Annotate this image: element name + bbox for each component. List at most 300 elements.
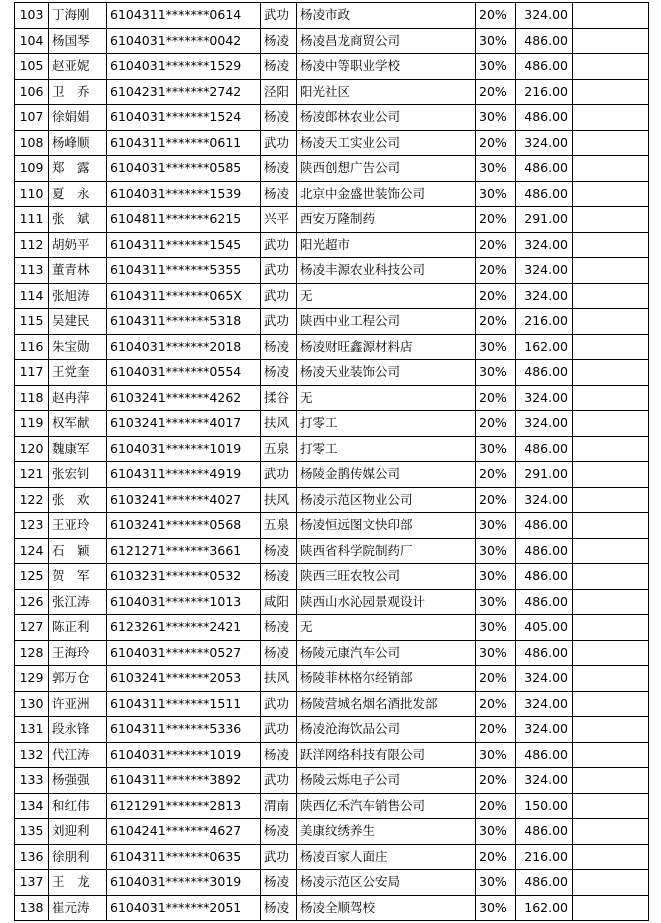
area-cell: 五泉 [261, 436, 297, 462]
employer-cell: 陕西创想广告公司 [297, 156, 476, 182]
amount-cell: 162.00 [516, 334, 573, 360]
table-row [15, 487, 649, 513]
amount-cell: 162.00 [516, 895, 573, 921]
ratio-cell: 20% [476, 309, 516, 335]
name-cell: 许亚洲 [49, 691, 107, 717]
area-cell: 渭南 [261, 793, 297, 819]
empty-cell [573, 742, 649, 768]
name-cell: 夏 永 [49, 181, 107, 207]
area-cell: 杨凌 [261, 181, 297, 207]
amount-cell: 324.00 [516, 691, 573, 717]
row-number-cell: 135 [15, 819, 49, 845]
id-number-cell: 6104031*******1529 [107, 54, 261, 80]
id-number-cell: 6103231*******0532 [107, 564, 261, 590]
employer-cell: 陕西亿禾汽车销售公司 [297, 793, 476, 819]
table-row [15, 768, 649, 794]
name-cell: 徐朋利 [49, 844, 107, 870]
id-number-cell: 6104311*******3892 [107, 768, 261, 794]
amount-cell: 291.00 [516, 462, 573, 488]
name-cell: 朱宝勋 [49, 334, 107, 360]
name-cell: 丁海刚 [49, 3, 107, 29]
employer-cell: 西安万隆制药 [297, 207, 476, 233]
id-number-cell: 6104311*******5355 [107, 258, 261, 284]
row-number-cell: 137 [15, 870, 49, 896]
area-cell: 武功 [261, 3, 297, 29]
id-number-cell: 6104231*******2742 [107, 79, 261, 105]
amount-cell: 486.00 [516, 742, 573, 768]
table-row [15, 717, 649, 743]
area-cell: 扶风 [261, 666, 297, 692]
employer-cell: 阳光社区 [297, 79, 476, 105]
name-cell: 段永锋 [49, 717, 107, 743]
name-cell: 陈正利 [49, 615, 107, 641]
ratio-cell: 30% [476, 870, 516, 896]
name-cell: 吴建民 [49, 309, 107, 335]
empty-cell [573, 207, 649, 233]
empty-cell [573, 487, 649, 513]
amount-cell: 486.00 [516, 156, 573, 182]
table-row [15, 105, 649, 131]
ratio-cell: 20% [476, 283, 516, 309]
area-cell: 杨凌 [261, 870, 297, 896]
table-row [15, 156, 649, 182]
employer-cell: 杨凌昌龙商贸公司 [297, 28, 476, 54]
empty-cell [573, 615, 649, 641]
area-cell: 杨凌 [261, 360, 297, 386]
empty-cell [573, 130, 649, 156]
name-cell: 郭万仓 [49, 666, 107, 692]
name-cell: 崔元涛 [49, 895, 107, 921]
name-cell: 权军献 [49, 411, 107, 437]
empty-cell [573, 462, 649, 488]
table-row [15, 640, 649, 666]
empty-cell [573, 793, 649, 819]
table-row [15, 513, 649, 539]
employer-cell: 打零工 [297, 411, 476, 437]
amount-cell: 486.00 [516, 54, 573, 80]
empty-cell [573, 768, 649, 794]
empty-cell [573, 28, 649, 54]
amount-cell: 486.00 [516, 181, 573, 207]
table-row [15, 615, 649, 641]
ratio-cell: 30% [476, 28, 516, 54]
area-cell: 杨凌 [261, 742, 297, 768]
employer-cell: 杨凌丰源农业科技公司 [297, 258, 476, 284]
table-row [15, 564, 649, 590]
ratio-cell: 20% [476, 844, 516, 870]
id-number-cell: 6104031*******2051 [107, 895, 261, 921]
row-number-cell: 123 [15, 513, 49, 539]
id-number-cell: 6104311*******0635 [107, 844, 261, 870]
employer-cell: 杨凌郎林农业公司 [297, 105, 476, 131]
name-cell: 董青林 [49, 258, 107, 284]
id-number-cell: 6123261*******2421 [107, 615, 261, 641]
area-cell: 武功 [261, 258, 297, 284]
area-cell: 杨凌 [261, 54, 297, 80]
id-number-cell: 6104311*******1545 [107, 232, 261, 258]
id-number-cell: 6104311*******5318 [107, 309, 261, 335]
area-cell: 杨凌 [261, 819, 297, 845]
amount-cell: 486.00 [516, 105, 573, 131]
row-number-cell: 119 [15, 411, 49, 437]
row-number-cell: 116 [15, 334, 49, 360]
name-cell: 王 龙 [49, 870, 107, 896]
id-number-cell: 6103241*******2053 [107, 666, 261, 692]
row-number-cell: 122 [15, 487, 49, 513]
empty-cell [573, 538, 649, 564]
table-row [15, 309, 649, 335]
area-cell: 扶风 [261, 487, 297, 513]
ratio-cell: 30% [476, 564, 516, 590]
row-number-cell: 112 [15, 232, 49, 258]
ratio-cell: 30% [476, 819, 516, 845]
table-row [15, 360, 649, 386]
empty-cell [573, 564, 649, 590]
table-row [15, 258, 649, 284]
empty-cell [573, 844, 649, 870]
employer-cell: 杨凌中等职业学校 [297, 54, 476, 80]
name-cell: 刘迎利 [49, 819, 107, 845]
empty-cell [573, 232, 649, 258]
table-row [15, 79, 649, 105]
empty-cell [573, 411, 649, 437]
empty-cell [573, 513, 649, 539]
area-cell: 杨凌 [261, 538, 297, 564]
area-cell: 杨凌 [261, 615, 297, 641]
employer-cell: 杨陵元康汽车公司 [297, 640, 476, 666]
ratio-cell: 20% [476, 3, 516, 29]
table-row [15, 207, 649, 233]
area-cell: 武功 [261, 283, 297, 309]
amount-cell: 216.00 [516, 79, 573, 105]
employer-cell: 陕西山水沁园景观设计 [297, 589, 476, 615]
name-cell: 卫 乔 [49, 79, 107, 105]
ratio-cell: 20% [476, 232, 516, 258]
table-row [15, 666, 649, 692]
name-cell: 代江涛 [49, 742, 107, 768]
ratio-cell: 20% [476, 462, 516, 488]
name-cell: 王亚玲 [49, 513, 107, 539]
id-number-cell: 6104311*******0611 [107, 130, 261, 156]
amount-cell: 324.00 [516, 768, 573, 794]
area-cell: 兴平 [261, 207, 297, 233]
empty-cell [573, 717, 649, 743]
row-number-cell: 121 [15, 462, 49, 488]
amount-cell: 324.00 [516, 283, 573, 309]
name-cell: 赵亚妮 [49, 54, 107, 80]
employer-cell: 杨凌市政 [297, 3, 476, 29]
row-number-cell: 105 [15, 54, 49, 80]
employer-cell: 杨凌示范区物业公司 [297, 487, 476, 513]
table-row [15, 819, 649, 845]
table-row [15, 538, 649, 564]
amount-cell: 486.00 [516, 640, 573, 666]
ratio-cell: 30% [476, 640, 516, 666]
row-number-cell: 130 [15, 691, 49, 717]
empty-cell [573, 283, 649, 309]
row-number-cell: 127 [15, 615, 49, 641]
ratio-cell: 20% [476, 717, 516, 743]
empty-cell [573, 79, 649, 105]
amount-cell: 486.00 [516, 819, 573, 845]
row-number-cell: 111 [15, 207, 49, 233]
ratio-cell: 20% [476, 793, 516, 819]
empty-cell [573, 334, 649, 360]
area-cell: 杨凌 [261, 895, 297, 921]
area-cell: 杨凌 [261, 564, 297, 590]
table-row [15, 3, 649, 29]
id-number-cell: 6103241*******4262 [107, 385, 261, 411]
table-row [15, 54, 649, 80]
row-number-cell: 128 [15, 640, 49, 666]
name-cell: 徐娟娟 [49, 105, 107, 131]
id-number-cell: 6104811*******6215 [107, 207, 261, 233]
id-number-cell: 6103241*******4027 [107, 487, 261, 513]
row-number-cell: 114 [15, 283, 49, 309]
id-number-cell: 6104311*******4919 [107, 462, 261, 488]
row-number-cell: 131 [15, 717, 49, 743]
amount-cell: 324.00 [516, 258, 573, 284]
empty-cell [573, 436, 649, 462]
row-number-cell: 124 [15, 538, 49, 564]
employer-cell: 杨陵云烁电子公司 [297, 768, 476, 794]
table-row [15, 283, 649, 309]
name-cell: 张江涛 [49, 589, 107, 615]
employer-cell: 陕西省科学院制药厂 [297, 538, 476, 564]
name-cell: 和红伟 [49, 793, 107, 819]
area-cell: 揉谷 [261, 385, 297, 411]
employer-cell: 杨凌财旺鑫源材料店 [297, 334, 476, 360]
employer-cell: 杨凌示范区公安局 [297, 870, 476, 896]
table-row [15, 870, 649, 896]
name-cell: 杨强强 [49, 768, 107, 794]
ratio-cell: 30% [476, 513, 516, 539]
table-row [15, 334, 649, 360]
area-cell: 杨凌 [261, 156, 297, 182]
name-cell: 王党奎 [49, 360, 107, 386]
ratio-cell: 30% [476, 334, 516, 360]
ratio-cell: 30% [476, 156, 516, 182]
name-cell: 贺 军 [49, 564, 107, 590]
amount-cell: 486.00 [516, 436, 573, 462]
table-row [15, 793, 649, 819]
table-row [15, 895, 649, 921]
empty-cell [573, 258, 649, 284]
table-row [15, 385, 649, 411]
amount-cell: 486.00 [516, 538, 573, 564]
row-number-cell: 109 [15, 156, 49, 182]
table-row [15, 589, 649, 615]
amount-cell: 324.00 [516, 385, 573, 411]
ratio-cell: 30% [476, 895, 516, 921]
area-cell: 武功 [261, 717, 297, 743]
empty-cell [573, 640, 649, 666]
ratio-cell: 30% [476, 181, 516, 207]
name-cell: 杨国琴 [49, 28, 107, 54]
ratio-cell: 30% [476, 615, 516, 641]
empty-cell [573, 895, 649, 921]
table-row [15, 411, 649, 437]
empty-cell [573, 54, 649, 80]
table-row [15, 436, 649, 462]
employer-cell: 北京中金盛世装饰公司 [297, 181, 476, 207]
name-cell: 王海玲 [49, 640, 107, 666]
id-number-cell: 6104031*******0585 [107, 156, 261, 182]
table-row [15, 844, 649, 870]
table-row [15, 742, 649, 768]
ratio-cell: 20% [476, 691, 516, 717]
employer-cell: 阳光超市 [297, 232, 476, 258]
id-number-cell: 6103241*******0568 [107, 513, 261, 539]
employer-cell: 跃洋网络科技有限公司 [297, 742, 476, 768]
area-cell: 杨凌 [261, 28, 297, 54]
empty-cell [573, 105, 649, 131]
empty-cell [573, 309, 649, 335]
ratio-cell: 20% [476, 130, 516, 156]
ratio-cell: 30% [476, 360, 516, 386]
employer-cell: 杨陵菲林格尔经销部 [297, 666, 476, 692]
employer-cell: 杨陵金鹊传媒公司 [297, 462, 476, 488]
id-number-cell: 6104031*******1539 [107, 181, 261, 207]
employer-cell: 陕西三旺农牧公司 [297, 564, 476, 590]
area-cell: 杨凌 [261, 105, 297, 131]
id-number-cell: 6104311*******065X [107, 283, 261, 309]
table-row [15, 232, 649, 258]
amount-cell: 486.00 [516, 589, 573, 615]
amount-cell: 324.00 [516, 130, 573, 156]
ratio-cell: 30% [476, 742, 516, 768]
row-number-cell: 132 [15, 742, 49, 768]
area-cell: 泾阳 [261, 79, 297, 105]
ratio-cell: 20% [476, 768, 516, 794]
id-number-cell: 6104031*******1524 [107, 105, 261, 131]
area-cell: 武功 [261, 309, 297, 335]
row-number-cell: 118 [15, 385, 49, 411]
amount-cell: 216.00 [516, 844, 573, 870]
id-number-cell: 6121271*******3661 [107, 538, 261, 564]
id-number-cell: 6104311*******1511 [107, 691, 261, 717]
id-number-cell: 6104241*******4627 [107, 819, 261, 845]
area-cell: 武功 [261, 232, 297, 258]
row-number-cell: 125 [15, 564, 49, 590]
row-number-cell: 120 [15, 436, 49, 462]
name-cell: 杨峰顺 [49, 130, 107, 156]
empty-cell [573, 870, 649, 896]
empty-cell [573, 819, 649, 845]
ratio-cell: 30% [476, 538, 516, 564]
id-number-cell: 6104031*******0527 [107, 640, 261, 666]
table-row [15, 181, 649, 207]
employer-cell: 无 [297, 385, 476, 411]
table-row [15, 462, 649, 488]
employer-cell: 美康纹绣养生 [297, 819, 476, 845]
amount-cell: 486.00 [516, 870, 573, 896]
ratio-cell: 30% [476, 105, 516, 131]
amount-cell: 150.00 [516, 793, 573, 819]
amount-cell: 324.00 [516, 487, 573, 513]
id-number-cell: 6104031*******0042 [107, 28, 261, 54]
id-number-cell: 6104311*******0614 [107, 3, 261, 29]
row-number-cell: 126 [15, 589, 49, 615]
row-number-cell: 110 [15, 181, 49, 207]
row-number-cell: 107 [15, 105, 49, 131]
name-cell: 石 颖 [49, 538, 107, 564]
row-number-cell: 103 [15, 3, 49, 29]
amount-cell: 324.00 [516, 411, 573, 437]
row-number-cell: 104 [15, 28, 49, 54]
row-number-cell: 129 [15, 666, 49, 692]
id-number-cell: 6104031*******1013 [107, 589, 261, 615]
id-number-cell: 6104031*******0554 [107, 360, 261, 386]
id-number-cell: 6104031*******3019 [107, 870, 261, 896]
employer-cell: 杨凌全顺驾校 [297, 895, 476, 921]
area-cell: 杨凌 [261, 334, 297, 360]
amount-cell: 324.00 [516, 232, 573, 258]
employer-cell: 无 [297, 615, 476, 641]
row-number-cell: 138 [15, 895, 49, 921]
ratio-cell: 20% [476, 666, 516, 692]
id-number-cell: 6121291*******2813 [107, 793, 261, 819]
area-cell: 五泉 [261, 513, 297, 539]
empty-cell [573, 691, 649, 717]
name-cell: 胡奶平 [49, 232, 107, 258]
table-row [15, 130, 649, 156]
id-number-cell: 6104311*******5336 [107, 717, 261, 743]
employer-cell: 杨凌百家人面庄 [297, 844, 476, 870]
employer-cell: 无 [297, 283, 476, 309]
empty-cell [573, 3, 649, 29]
area-cell: 扶风 [261, 411, 297, 437]
empty-cell [573, 385, 649, 411]
area-cell: 杨凌 [261, 640, 297, 666]
table-body [15, 3, 649, 921]
ratio-cell: 30% [476, 436, 516, 462]
ratio-cell: 20% [476, 385, 516, 411]
amount-cell: 324.00 [516, 717, 573, 743]
area-cell: 武功 [261, 768, 297, 794]
row-number-cell: 134 [15, 793, 49, 819]
empty-cell [573, 666, 649, 692]
row-number-cell: 113 [15, 258, 49, 284]
amount-cell: 486.00 [516, 28, 573, 54]
area-cell: 武功 [261, 130, 297, 156]
employer-cell: 杨陵营城名烟名酒批发部 [297, 691, 476, 717]
row-number-cell: 106 [15, 79, 49, 105]
employer-cell: 杨凌天工实业公司 [297, 130, 476, 156]
employer-cell: 陕西中业工程公司 [297, 309, 476, 335]
name-cell: 赵冉萍 [49, 385, 107, 411]
row-number-cell: 115 [15, 309, 49, 335]
amount-cell: 324.00 [516, 3, 573, 29]
employer-cell: 杨凌恒远图文快印部 [297, 513, 476, 539]
ratio-cell: 20% [476, 258, 516, 284]
employer-cell: 杨凌沧海饮品公司 [297, 717, 476, 743]
id-number-cell: 6104031*******1019 [107, 436, 261, 462]
row-number-cell: 133 [15, 768, 49, 794]
amount-cell: 324.00 [516, 666, 573, 692]
name-cell: 张 欢 [49, 487, 107, 513]
area-cell: 武功 [261, 462, 297, 488]
amount-cell: 486.00 [516, 360, 573, 386]
row-number-cell: 117 [15, 360, 49, 386]
employer-cell: 杨凌天业装饰公司 [297, 360, 476, 386]
area-cell: 咸阳 [261, 589, 297, 615]
name-cell: 张宏钊 [49, 462, 107, 488]
ratio-cell: 20% [476, 411, 516, 437]
empty-cell [573, 181, 649, 207]
amount-cell: 216.00 [516, 309, 573, 335]
amount-cell: 405.00 [516, 615, 573, 641]
